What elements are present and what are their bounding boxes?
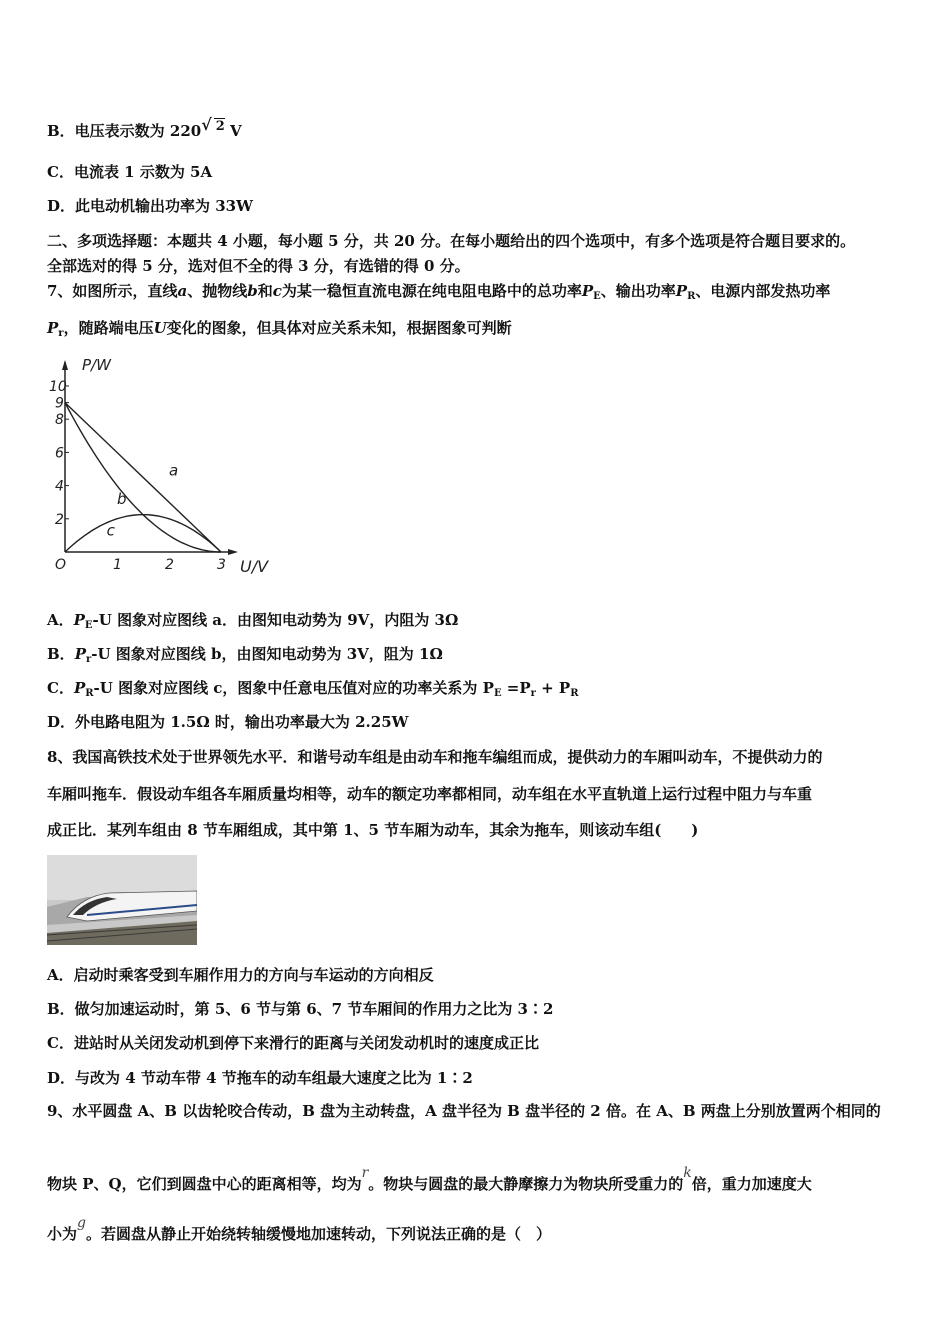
q9-text: 倍，重力加速度大 [691,1175,812,1193]
q7-text: ，随路端电压 [63,319,154,337]
q7-sub: R [687,291,696,302]
section2-heading-line2: 全部选对的得 5 分，选对但不全的得 3 分，有选错的得 0 分。 [47,257,470,275]
q7-text: 变化的图象，但具体对应关系未知，根据图象可判断 [166,319,512,337]
series-a-line [65,403,221,552]
q7-option-a [47,610,458,636]
train-photo [47,855,197,945]
q7-text: 、输出功率 [600,282,676,300]
x-tick-label: O [55,557,67,573]
q7-var-p: P [73,611,85,629]
q7-option-text: -U 图象对应图线 b，由图知电动势为 3V，阻为 1Ω [91,645,443,663]
y-tick-label: 9 [55,395,64,412]
section2-heading-line1: 二、多项选择题：本题共 4 小题，每小题 5 分，共 20 分。在每小题给出的四个选项中，有多个选项是符合题目要求的。 [47,232,856,250]
q7-option-text: + P [535,679,571,697]
q9-text: 物块 P、Q，它们到圆盘中心的距离相等，均为 [47,1175,362,1193]
q6-option-b-text: B．电压表示数为 220 [47,122,202,140]
option-label: A． [47,611,74,629]
series-c-label: c [106,521,115,540]
x-axis-arrow [228,549,238,555]
q8-stem-line2: 车厢叫拖车．假设动车组各车厢质量均相等，动车的额定功率都相同，动车组在水平直轨道上运行过程中阻力与车重 [47,785,813,803]
q9-stem-line2 [47,1163,812,1194]
y-tick-label: 8 [55,412,64,429]
q7-var-a: a [177,282,188,300]
option-label: C． [47,679,74,697]
series-a-label: a [169,461,179,480]
q7-text: 、抛物线 [187,282,248,300]
q7-stem-line1 [47,281,830,307]
y-axis-label: P/W [82,356,111,374]
q7-sub: R [85,688,94,699]
y-tick-label: 6 [55,445,64,462]
q7-var-p: P [675,282,688,300]
q9-text: 小为 [47,1225,78,1243]
x-tick-label: 1 [113,557,122,573]
q7-var-c: c [272,282,282,300]
option-label: B． [47,645,75,663]
y-axis-arrow [62,360,68,370]
power-voltage-graph [40,352,290,582]
q7-text: 、电源内部发热功率 [695,282,831,300]
q6-option-d: D．此电动机输出功率为 33W [47,197,253,215]
series-b-label: b [117,489,127,508]
series-curves [65,403,221,552]
q8-stem-line3: 成正比．某列车组由 8 节车厢组成，其中第 1、5 节车厢为动车，其余为拖车，则该动车组( ) [47,821,699,839]
series-c-line [65,515,221,552]
q7-var-p: P [74,645,86,663]
q9-var-r: r [361,1165,369,1181]
q7-sub: E [84,620,93,631]
y-tick-label: 2 [55,511,64,528]
q6-option-c: C．电流表 1 示数为 5A [47,163,213,181]
q9-stem-line1: 9、水平圆盘 A、B 以齿轮咬合传动，B 盘为主动转盘，A 盘半径为 B 盘半径的 2 倍。在 A、B 两盘上分别放置两个相同的 [47,1102,881,1120]
y-tick-label: 10 [49,379,67,395]
q8-option-b: B．做匀加速运动时，第 5、6 节与第 6、7 节车厢间的作用力之比为 3∶2 [47,1000,554,1018]
q7-option-text: =P [501,679,531,697]
q7-sub: E [493,688,502,699]
q7-sub: r [85,654,92,665]
q8-option-d: D．与改为 4 节动车带 4 节拖车的动车组最大速度之比为 1∶2 [47,1069,473,1087]
tick-labels [49,379,226,573]
y-tick-label: 4 [55,478,64,495]
sqrt-value: 2 [215,119,225,134]
q7-var-p: P [47,319,59,337]
q7-var-b: b [247,282,258,300]
q6-option-b-unit: V [230,122,242,140]
q7-option-text: -U 图象对应图线 c，图象中任意电压值对应的功率关系为 P [93,679,494,697]
q7-option-text: -U 图象对应图线 a．由图知电动势为 9V，内阻为 3Ω [92,611,459,629]
q7-option-d: D．外电路电阻为 1.5Ω 时，输出功率最大为 2.25W [47,713,409,731]
q7-var-p: P [581,282,594,300]
q7-text: 为某一稳恒直流电源在纯电阻电路中的总功率 [281,282,582,300]
sqrt-symbol: √ [201,115,212,134]
q7-text: 7、如图所示，直线 [47,282,178,300]
q7-var-u: U [153,319,167,337]
q7-sub: r [58,328,64,339]
x-axis-label: U/V [240,557,269,576]
q9-text: 。物块与圆盘的最大静摩擦力为物块所受重力的 [368,1175,684,1193]
q8-option-c: C．进站时从关闭发动机到停下来滑行的距离与关闭发动机时的速度成正比 [47,1034,539,1052]
q7-option-c [47,678,579,704]
q8-stem-line1: 8、我国高铁技术处于世界领先水平．和谐号动车组是由动车和拖车编组而成，提供动力的车厢叫动车，不提供动力的 [47,748,823,766]
q7-option-b [47,644,443,670]
q9-text: 。若圆盘从静止开始绕转轴缓慢地加速转动，下列说法正确的是（ ） [85,1225,551,1243]
q7-sub: r [530,688,536,699]
q7-sub: E [593,291,601,302]
q8-option-a: A．启动时乘客受到车厢作用力的方向与车运动的方向相反 [47,966,434,984]
q7-stem-line2 [47,318,512,344]
q7-sub: R [570,688,579,699]
q9-var-k: k [683,1165,692,1181]
q9-stem-line3 [47,1213,551,1244]
q9-var-g: g [77,1215,86,1231]
q7-text: 和 [257,282,273,300]
x-tick-label: 2 [165,557,174,573]
x-tick-label: 3 [217,557,226,573]
q7-var-p: P [73,679,86,697]
q6-option-b [47,115,242,141]
